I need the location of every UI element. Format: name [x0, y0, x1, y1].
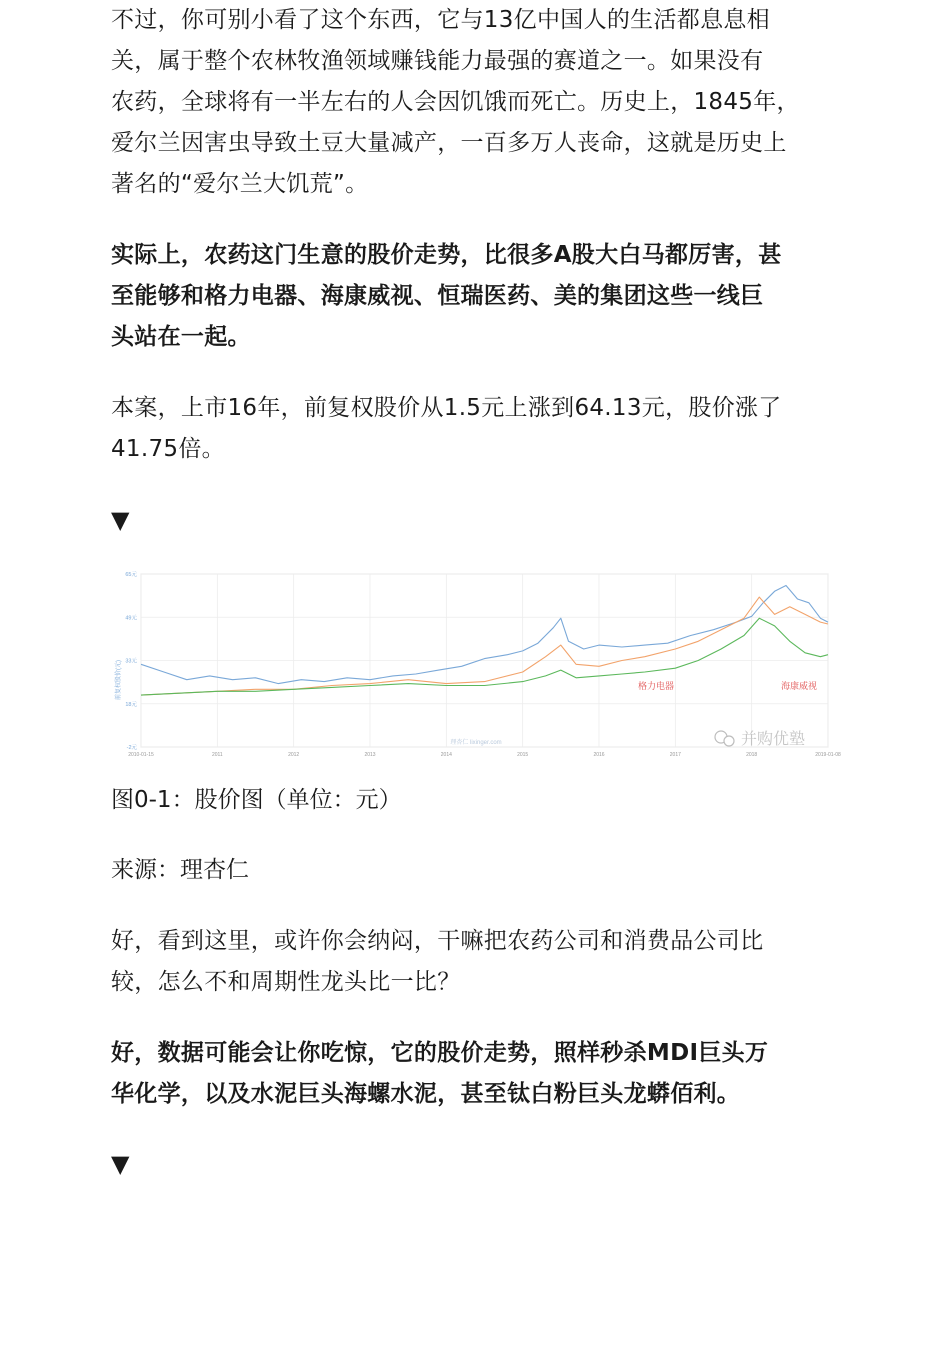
stock-price-chart	[111, 562, 843, 762]
text-line: 农药，全球将有一半左右的人会因饥饿而死亡。历史上，1845年，	[111, 89, 800, 115]
text-line: 爱尔兰因害虫导致土豆大量减产，一百多万人丧命，这就是历史上	[111, 130, 787, 156]
y-tick-label: 49元	[125, 615, 137, 622]
text-line: 不过，你可别小看了这个东西，它与13亿中国人的生活都息息相	[111, 7, 770, 33]
chart-svg	[111, 562, 843, 762]
chart-grid	[141, 574, 828, 747]
text-line: 好，数据可能会让你吃惊，它的股价走势，照样秒杀MDI巨头万	[111, 1040, 769, 1066]
y-tick-labels	[125, 571, 137, 751]
paragraph-1	[111, 0, 851, 205]
x-tick-labels	[128, 752, 841, 758]
text-line: 较，怎么不和周期性龙头比一比？	[111, 969, 461, 995]
figure-source: 来源：理杏仁	[111, 857, 249, 883]
text-line: 头站在一起。	[111, 324, 251, 350]
paragraph-4	[111, 921, 851, 1003]
wechat-icon	[715, 731, 734, 746]
series-line-0	[141, 586, 828, 684]
x-tick-label: 2018	[746, 752, 758, 758]
x-tick-label: 2011	[211, 752, 223, 758]
y-tick-label: 18元	[125, 701, 137, 708]
text-line: 著名的“爱尔兰大饥荒”。	[111, 171, 369, 197]
text-line: 41.75倍。	[111, 436, 225, 462]
y-tick-label: -2元	[126, 745, 137, 751]
x-tick-label: 2014	[440, 752, 452, 758]
x-tick-label: 2013	[364, 752, 376, 758]
x-tick-label: 2017	[669, 752, 681, 758]
text-line: 关，属于整个农林牧渔领域赚钱能力最强的赛道之一。如果没有	[111, 48, 764, 74]
figure-caption: 图0-1：股价图（单位：元）	[111, 787, 402, 813]
annotation-gree: 格力电器	[637, 682, 675, 692]
brand-watermark: 并购优塾	[741, 729, 806, 748]
text-line: 实际上，农药这门生意的股价走势，比很多A股大白马都厉害，甚	[111, 242, 782, 268]
text-line: 好，看到这里，或许你会纳闷，干嘛把农药公司和消费品公司比	[111, 928, 764, 954]
down-triangle-icon: ▼	[111, 506, 130, 534]
x-tick-label: 2019-01-08	[815, 752, 841, 758]
text-line: 至能够和格力电器、海康威视、恒瑞医药、美的集团这些一线巨	[111, 283, 764, 309]
text-line: 本案，上市16年，前复权股价从1.5元上涨到64.13元，股价涨了	[111, 395, 782, 421]
x-tick-label: 2016	[593, 752, 605, 758]
annotation-hikvision: 海康威视	[780, 682, 818, 692]
y-tick-label: 65元	[125, 572, 137, 578]
paragraph-2-bold	[111, 235, 851, 358]
text-line: 华化学，以及水泥巨头海螺水泥，甚至钛白粉巨头龙蟒佰利。	[111, 1081, 741, 1107]
series-line-2	[141, 618, 828, 695]
x-tick-label: 2010-01-15	[128, 752, 154, 758]
y-axis-label: 前复权股价(元)	[116, 660, 122, 700]
down-triangle-icon-2: ▼	[111, 1150, 130, 1178]
series-lines	[141, 586, 828, 696]
paragraph-3	[111, 388, 851, 470]
x-tick-label: 2015	[517, 752, 529, 758]
x-tick-label: 2012	[288, 752, 300, 758]
lixinger-watermark: 理杏仁 lixinger.com	[450, 740, 502, 746]
y-tick-label: 33元	[125, 658, 137, 665]
paragraph-5-bold	[111, 1033, 851, 1115]
